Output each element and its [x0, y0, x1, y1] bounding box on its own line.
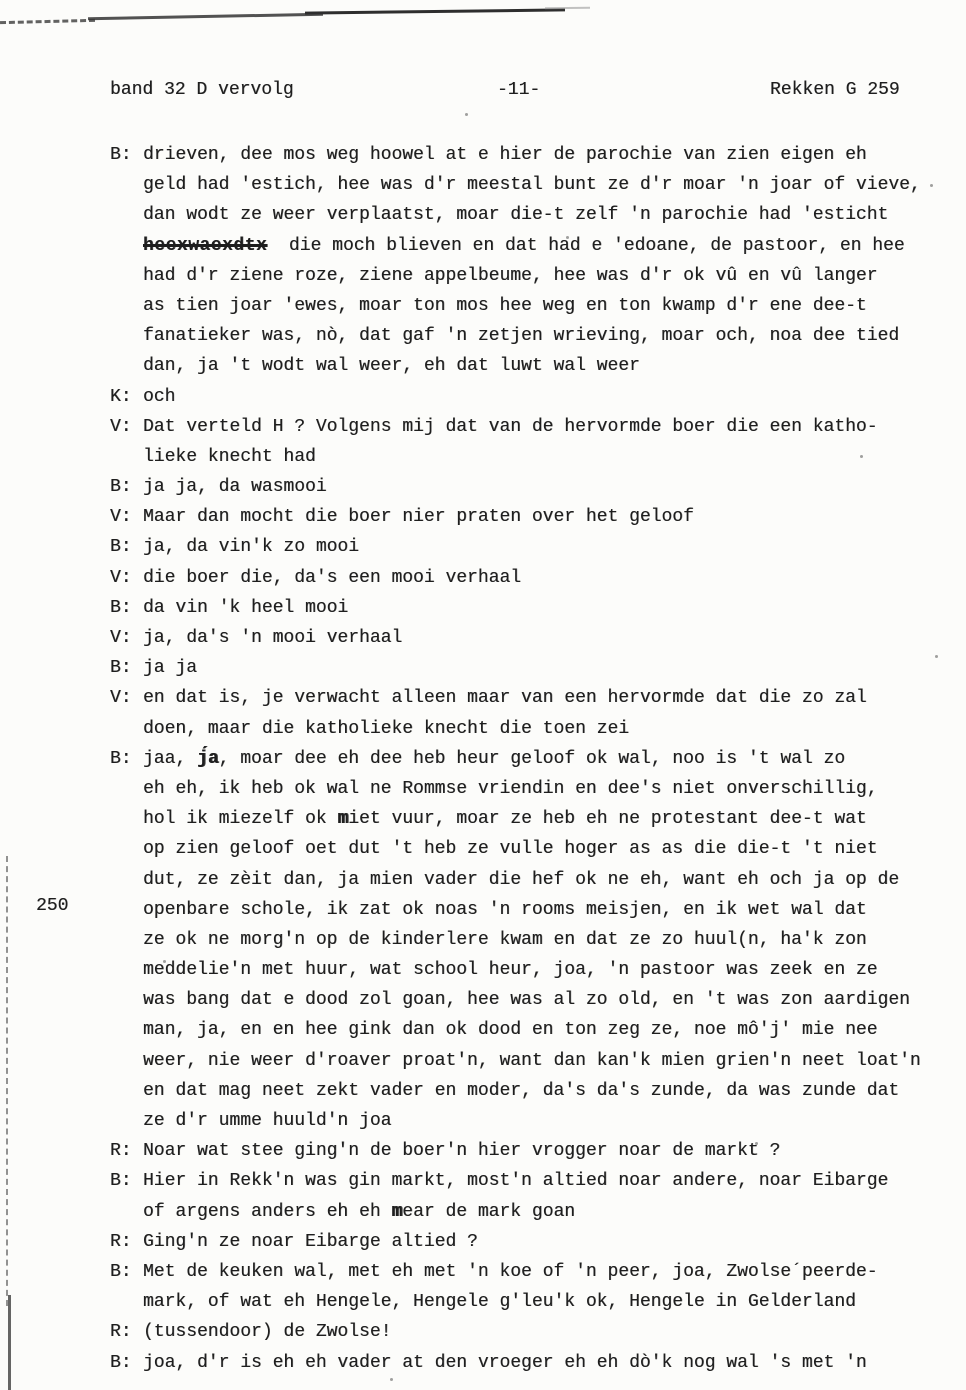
line-text	[143, 170, 921, 200]
line-text	[143, 1015, 878, 1045]
line-text	[143, 834, 878, 864]
line-text	[143, 774, 878, 804]
transcript-line	[110, 774, 940, 804]
transcript-line	[110, 1106, 940, 1136]
line-text	[143, 382, 175, 412]
speaker-label: V:	[110, 628, 132, 648]
text-segment: weer, nie weer d'roaver proat'n, want dan kan'k mien grien'n neet loat'n	[143, 1050, 921, 1071]
text-segment: die boer die, da's een mooi verhaal	[143, 567, 522, 588]
speaker-label: B:	[110, 477, 132, 498]
transcript-line	[110, 985, 940, 1015]
line-text	[143, 291, 867, 321]
speaker-label: V:	[110, 507, 132, 528]
text-segment: Maar dan mocht die boer nier praten over het geloof	[143, 507, 694, 528]
line-text	[143, 442, 316, 472]
text-segment: ze ok ne morg'n op de kinderlere kwam en dat ze zo huul(n, ha'k zon	[143, 929, 867, 950]
text-segment: ja, da's 'n mooi verhaal	[143, 628, 403, 648]
transcript-line	[110, 593, 940, 623]
line-text	[143, 412, 878, 442]
speaker-label: B:	[110, 658, 132, 679]
transcript-line	[110, 412, 940, 442]
text-segment: was bang dat e dood zol goan, hee was al zo old, en 't was zon aardigen	[143, 990, 910, 1011]
scan-artifact-top-edge	[545, 7, 590, 9]
header-location-code: Rekken G 259	[770, 80, 900, 100]
transcript-line	[110, 1046, 940, 1076]
text-segment: Noar wat stee ging'n de boer'n hier vrogger noar de markt ?	[143, 1141, 781, 1162]
transcript-line	[110, 1076, 940, 1106]
page-number: -11-	[497, 80, 541, 100]
transcript-line	[110, 1136, 940, 1166]
line-text	[143, 623, 402, 653]
text-segment: joa, d'r is eh eh vader at den vroeger eh eh dò'k nog wal 's met 'n	[143, 1352, 867, 1373]
speaker-label	[110, 1046, 143, 1076]
text-segment: (tussendoor) de Zwolse!	[143, 1322, 392, 1343]
speaker-label	[110, 321, 143, 351]
scan-artifact-top-edge	[0, 19, 95, 24]
speaker-label	[110, 895, 143, 925]
transcript-line	[110, 502, 940, 532]
transcript-line	[110, 714, 940, 744]
transcript-line	[110, 955, 940, 985]
text-segment: ja, da vin'k zo mooi	[143, 537, 360, 558]
speaker-label	[110, 1015, 143, 1045]
overtyped-text: m	[391, 1201, 403, 1222]
speaker-label	[110, 351, 143, 381]
transcript-line	[110, 865, 940, 895]
line-text	[143, 1227, 478, 1257]
transcript-line	[110, 382, 940, 412]
speaker-label	[110, 1076, 143, 1106]
text-segment: op zien geloof oet dut 't heb ze vulle hoger as as die die-t 't niet	[143, 839, 878, 860]
scan-artifact-top-edge	[88, 13, 323, 21]
speaker-label: B:	[110, 597, 132, 618]
line-text	[143, 1287, 856, 1317]
line-text	[143, 1317, 391, 1347]
transcript-line	[110, 442, 940, 472]
line-text	[143, 925, 867, 955]
speaker-label: V:	[110, 688, 132, 709]
line-text	[143, 1136, 780, 1166]
speaker-label: B:	[110, 145, 132, 165]
text-segment: drieven, dee mos weg hoowel at e hier de parochie van zien eigen eh	[143, 145, 867, 165]
transcript-line	[110, 1287, 940, 1317]
line-text	[143, 593, 348, 623]
text-segment: och	[143, 386, 176, 407]
text-segment: Hier in Rekk'n was gin markt, most'n altied noar andere, noar Eibarge	[143, 1171, 889, 1192]
speaker-label	[110, 442, 143, 472]
text-segment: iet vuur, moar ze heb eh ne protestant dee-t wat	[348, 809, 867, 830]
speaker-label	[110, 170, 143, 200]
transcript-line	[110, 925, 940, 955]
speaker-label	[110, 291, 143, 321]
line-text	[143, 1076, 899, 1106]
speaker-label	[110, 1197, 143, 1227]
transcript-line	[110, 623, 940, 653]
text-segment: Dat verteld H ? Volgens mij dat van de hervormde boer die een katho-	[143, 416, 878, 437]
transcript-line	[110, 351, 940, 381]
text-segment: geld had 'estich, hee was d'r meestal bunt ze d'r moar 'n joar of vieve,	[143, 175, 921, 196]
overtyped-text: j́a	[197, 748, 219, 769]
line-text	[143, 1197, 575, 1227]
transcript-line	[110, 140, 940, 170]
transcript-line	[110, 1166, 940, 1196]
text-segment: had d'r ziene roze, ziene appelbeume, hee was d'r ok vû en vû langer	[143, 265, 878, 286]
line-text	[143, 532, 359, 562]
page-header	[0, 80, 966, 104]
scan-artifact-left-edge	[8, 1295, 11, 1390]
line-text	[143, 472, 327, 502]
speaker-label	[110, 985, 143, 1015]
text-segment: ja ja	[143, 658, 198, 679]
text-segment: , moar dee eh dee heb heur geloof ok wal, noo is 't wal zo	[218, 748, 846, 769]
speaker-label: R:	[110, 1231, 132, 1252]
text-segment: doen, maar die katholieke knecht die toen zei	[143, 718, 630, 739]
text-segment: lieke knecht had	[143, 446, 316, 467]
transcript-line	[110, 231, 940, 261]
line-text	[143, 140, 867, 170]
transcript-line	[110, 1317, 940, 1347]
transcript-line	[110, 1227, 940, 1257]
text-segment: jaa,	[143, 748, 198, 769]
speaker-label: B:	[110, 1261, 132, 1282]
text-segment: as tien joar 'ewes, moar ton mos hee weg en ton kwamp d'r ene dee-t	[143, 295, 867, 316]
text-segment: en dat is, je verwacht alleen maar van een hervormde dat die zo zal	[143, 688, 867, 709]
line-text	[143, 1257, 878, 1287]
speaker-label: V:	[110, 416, 132, 437]
transcript-line	[110, 170, 940, 200]
text-segment: ze d'r umme huuld'n joa	[143, 1111, 392, 1131]
scan-speck	[465, 113, 468, 116]
speaker-label: R:	[110, 1141, 132, 1162]
line-text	[143, 744, 845, 774]
line-text	[143, 955, 878, 985]
speaker-label	[110, 1106, 143, 1136]
line-text	[143, 200, 888, 230]
transcript-line	[110, 834, 940, 864]
line-text	[143, 321, 899, 351]
line-text	[143, 351, 640, 381]
line-text	[143, 653, 197, 683]
line-text	[143, 985, 910, 1015]
line-text	[143, 1348, 867, 1378]
speaker-label: V:	[110, 567, 132, 588]
scan-artifact-left-edge	[6, 856, 8, 1306]
speaker-label	[110, 774, 143, 804]
text-segment: ja ja, da wasmooi	[143, 477, 327, 498]
transcript-body	[110, 140, 940, 1378]
text-segment: meddelie'n met huur, wat school heur, joa, 'n pastoor was zeek en ze	[143, 960, 878, 981]
line-text	[143, 865, 899, 895]
transcript-line	[110, 1257, 940, 1287]
text-segment: hol ik miezelf ok	[143, 809, 338, 830]
transcript-line	[110, 532, 940, 562]
transcript-line	[110, 291, 940, 321]
text-segment: man, ja, en en hee gink dan ok dood en ton zeg ze, noe mô'j' mie nee	[143, 1020, 878, 1041]
text-segment: of argens anders eh eh	[143, 1201, 392, 1222]
overtyped-text: heexwaexdtx	[143, 235, 268, 256]
line-text	[143, 261, 878, 291]
speaker-label: B:	[110, 537, 132, 558]
transcript-line	[110, 321, 940, 351]
transcript-line	[110, 653, 940, 683]
text-segment: ear de mark goan	[402, 1201, 576, 1222]
transcript-line	[110, 683, 940, 713]
line-text	[143, 502, 694, 532]
text-segment: dut, ze zèit dan, ja mien vader die hef ok ne eh, want eh och ja op de	[143, 869, 900, 890]
text-segment: da vin 'k heel mooi	[143, 597, 349, 618]
speaker-label	[110, 955, 143, 985]
text-segment: Met de keuken wal, met eh met 'n koe of 'n peer, joa, Zwolse´peerde-	[143, 1261, 878, 1282]
text-segment: openbare schole, ik zat ok noas 'n rooms meisjen, en ik wet wal dat	[143, 899, 867, 920]
text-segment: fanatieker was, nò, dat gaf 'n zetjen wrieving, moar och, noa dee tied	[143, 326, 900, 347]
line-text	[143, 563, 521, 593]
line-text	[143, 895, 867, 925]
scan-speck	[390, 1378, 393, 1381]
speaker-label	[110, 804, 143, 834]
speaker-label: K:	[110, 386, 132, 407]
text-segment: en dat mag neet zekt vader en moder, da's da's zunde, da was zunde dat	[143, 1080, 900, 1101]
speaker-label	[110, 231, 143, 261]
transcript-line	[110, 744, 940, 774]
line-text	[143, 714, 629, 744]
speaker-label: R:	[110, 1322, 132, 1343]
transcript-line	[110, 804, 940, 834]
speaker-label	[110, 834, 143, 864]
speaker-label	[110, 925, 143, 955]
line-text	[143, 1106, 391, 1136]
speaker-label: B:	[110, 748, 132, 769]
transcript-line	[110, 1015, 940, 1045]
scan-artifact-top-edge	[305, 8, 565, 14]
line-text	[143, 683, 867, 713]
text-segment: Ging'n ze noar Eibarge altied ?	[143, 1231, 478, 1252]
transcript-line	[110, 1348, 940, 1378]
speaker-label	[110, 865, 143, 895]
margin-counter-note: 250	[36, 896, 69, 916]
transcript-line	[110, 261, 940, 291]
line-text	[143, 804, 867, 834]
transcript-line	[110, 200, 940, 230]
speaker-label: B:	[110, 1352, 132, 1373]
speaker-label: B:	[110, 1171, 132, 1192]
transcript-line	[110, 472, 940, 502]
text-segment: eh eh, ik heb ok wal ne Rommse vriendin en dee's niet onverschillig,	[143, 778, 878, 799]
text-segment: dan, ja 't wodt wal weer, eh dat luwt wal weer	[143, 356, 640, 377]
transcript-line	[110, 1197, 940, 1227]
line-text	[143, 1046, 921, 1076]
speaker-label	[110, 1287, 143, 1317]
header-band-label: band 32 D vervolg	[110, 80, 294, 100]
text-segment: dan wodt ze weer verplaatst, moar die-t zelf 'n parochie had 'esticht	[143, 205, 889, 226]
speaker-label	[110, 261, 143, 291]
text-segment: mark, of wat eh Hengele, Hengele g'leu'k ok, Hengele in Gelderland	[143, 1292, 856, 1313]
speaker-label	[110, 200, 143, 230]
overtyped-text: m	[337, 809, 349, 830]
transcript-line	[110, 563, 940, 593]
line-text	[143, 1166, 888, 1196]
speaker-label	[110, 714, 143, 744]
text-segment: die moch blieven en dat had e 'edoane, de pastoor, en hee	[267, 235, 905, 256]
line-text	[143, 231, 905, 261]
transcript-line	[110, 895, 940, 925]
